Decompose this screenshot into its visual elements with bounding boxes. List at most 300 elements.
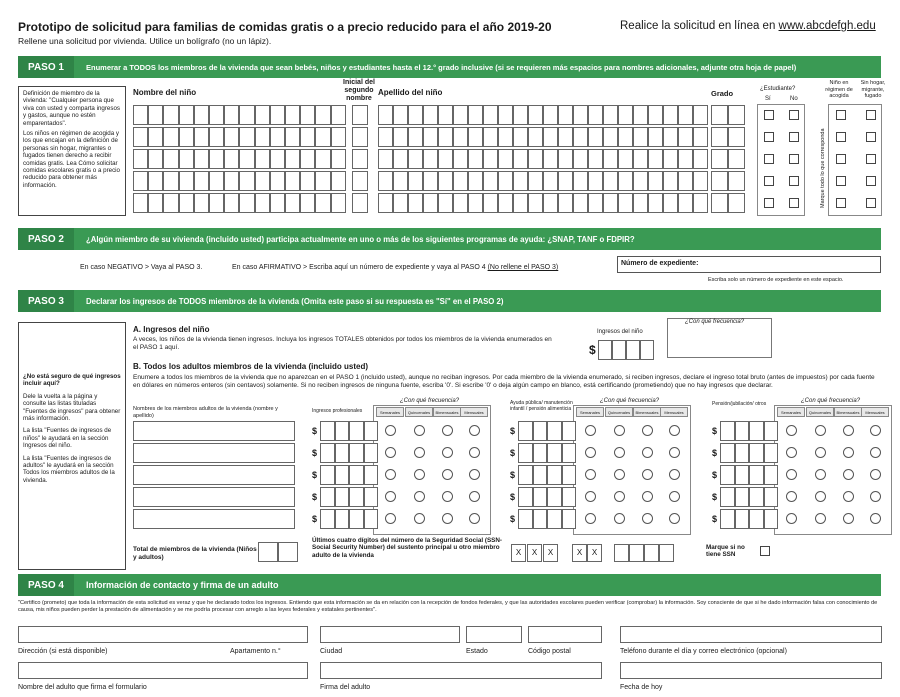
pension-income-digit-box[interactable] — [735, 465, 750, 485]
first-name-char-box[interactable] — [315, 193, 330, 213]
first-name-char-box[interactable] — [239, 193, 254, 213]
last-name-char-box[interactable] — [393, 149, 408, 169]
pension-income-digit-box[interactable] — [735, 421, 750, 441]
last-name-char-box[interactable] — [483, 149, 498, 169]
last-name-char-box[interactable] — [603, 193, 618, 213]
first-name-char-box[interactable] — [133, 193, 148, 213]
pension-freq-radio[interactable] — [843, 469, 854, 480]
work-income-digit-box[interactable] — [349, 487, 364, 507]
last-name-char-box[interactable] — [483, 127, 498, 147]
first-name-char-box[interactable] — [163, 193, 178, 213]
last-name-char-box[interactable] — [543, 171, 558, 191]
grade-box[interactable] — [728, 105, 745, 125]
last-name-char-box[interactable] — [453, 105, 468, 125]
last-name-char-box[interactable] — [468, 149, 483, 169]
assistance-freq-radio[interactable] — [614, 425, 625, 436]
last-name-char-box[interactable] — [558, 171, 573, 191]
first-name-char-box[interactable] — [209, 193, 224, 213]
last-name-char-box[interactable] — [678, 171, 693, 191]
assistance-freq-radio[interactable] — [669, 447, 680, 458]
work-income-digit-box[interactable] — [335, 443, 350, 463]
case-number-field[interactable] — [617, 256, 881, 273]
pension-freq-radio[interactable] — [815, 447, 826, 458]
first-name-char-box[interactable] — [331, 149, 346, 169]
work-income-digit-box[interactable] — [349, 509, 364, 529]
first-name-char-box[interactable] — [270, 171, 285, 191]
work-freq-radio[interactable] — [469, 469, 480, 480]
first-name-char-box[interactable] — [331, 127, 346, 147]
last-name-char-box[interactable] — [513, 171, 528, 191]
first-name-char-box[interactable] — [209, 149, 224, 169]
last-name-char-box[interactable] — [558, 127, 573, 147]
pension-freq-radio[interactable] — [870, 469, 881, 480]
last-name-char-box[interactable] — [663, 193, 678, 213]
first-name-char-box[interactable] — [255, 149, 270, 169]
pension-freq-radio[interactable] — [815, 491, 826, 502]
adult-name-field[interactable] — [133, 509, 295, 529]
last-name-char-box[interactable] — [543, 127, 558, 147]
last-name-char-box[interactable] — [378, 193, 393, 213]
first-name-char-box[interactable] — [239, 105, 254, 125]
child-income-digit-box[interactable] — [612, 340, 626, 360]
work-income-digit-box[interactable] — [320, 487, 335, 507]
last-name-char-box[interactable] — [573, 149, 588, 169]
work-freq-radio[interactable] — [385, 513, 396, 524]
last-name-char-box[interactable] — [543, 193, 558, 213]
last-name-char-box[interactable] — [498, 193, 513, 213]
grade-box[interactable] — [728, 127, 745, 147]
zip-field[interactable] — [528, 626, 602, 643]
assistance-freq-radio[interactable] — [585, 425, 596, 436]
date-field[interactable] — [620, 662, 882, 679]
assistance-freq-radio[interactable] — [669, 491, 680, 502]
middle-initial-box[interactable] — [352, 127, 368, 147]
last-name-char-box[interactable] — [423, 171, 438, 191]
work-income-digit-box[interactable] — [364, 487, 379, 507]
last-name-char-box[interactable] — [513, 105, 528, 125]
first-name-char-box[interactable] — [255, 105, 270, 125]
assistance-freq-radio[interactable] — [614, 513, 625, 524]
last-name-char-box[interactable] — [378, 171, 393, 191]
assistance-income-digit-box[interactable] — [547, 509, 562, 529]
pension-income-digit-box[interactable] — [764, 509, 779, 529]
first-name-char-box[interactable] — [239, 171, 254, 191]
grade-box[interactable] — [711, 149, 728, 169]
last-name-char-box[interactable] — [468, 127, 483, 147]
work-freq-radio[interactable] — [414, 425, 425, 436]
last-name-char-box[interactable] — [693, 171, 708, 191]
ssn-digit-box[interactable] — [659, 544, 674, 562]
assistance-income-digit-box[interactable] — [518, 421, 533, 441]
pension-freq-radio[interactable] — [815, 469, 826, 480]
assistance-income-digit-box[interactable] — [518, 509, 533, 529]
work-income-digit-box[interactable] — [320, 421, 335, 441]
work-freq-radio[interactable] — [414, 469, 425, 480]
last-name-char-box[interactable] — [588, 193, 603, 213]
first-name-char-box[interactable] — [209, 127, 224, 147]
first-name-char-box[interactable] — [163, 127, 178, 147]
pension-income-digit-box[interactable] — [720, 443, 735, 463]
last-name-char-box[interactable] — [528, 193, 543, 213]
pension-income-digit-box[interactable] — [764, 421, 779, 441]
assistance-freq-radio[interactable] — [669, 469, 680, 480]
first-name-char-box[interactable] — [224, 171, 239, 191]
first-name-char-box[interactable] — [133, 149, 148, 169]
signature-field[interactable] — [320, 662, 602, 679]
last-name-char-box[interactable] — [573, 193, 588, 213]
last-name-char-box[interactable] — [648, 193, 663, 213]
first-name-char-box[interactable] — [255, 171, 270, 191]
assistance-income-digit-box[interactable] — [518, 443, 533, 463]
total-members-box-1[interactable] — [258, 542, 278, 562]
last-name-char-box[interactable] — [618, 127, 633, 147]
last-name-char-box[interactable] — [603, 105, 618, 125]
work-income-digit-box[interactable] — [364, 509, 379, 529]
last-name-char-box[interactable] — [693, 127, 708, 147]
work-freq-radio[interactable] — [469, 491, 480, 502]
work-freq-radio[interactable] — [442, 469, 453, 480]
pension-income-digit-box[interactable] — [720, 509, 735, 529]
last-name-char-box[interactable] — [678, 127, 693, 147]
middle-initial-box[interactable] — [352, 149, 368, 169]
pension-income-digit-box[interactable] — [764, 465, 779, 485]
first-name-char-box[interactable] — [133, 127, 148, 147]
work-freq-radio[interactable] — [414, 447, 425, 458]
state-field[interactable] — [466, 626, 522, 643]
last-name-char-box[interactable] — [678, 105, 693, 125]
pension-income-digit-box[interactable] — [720, 421, 735, 441]
last-name-char-box[interactable] — [393, 105, 408, 125]
work-income-digit-box[interactable] — [335, 487, 350, 507]
first-name-char-box[interactable] — [239, 149, 254, 169]
work-freq-radio[interactable] — [469, 447, 480, 458]
grade-box[interactable] — [711, 193, 728, 213]
first-name-char-box[interactable] — [300, 149, 315, 169]
first-name-char-box[interactable] — [209, 171, 224, 191]
first-name-char-box[interactable] — [194, 127, 209, 147]
last-name-char-box[interactable] — [513, 127, 528, 147]
last-name-char-box[interactable] — [633, 193, 648, 213]
first-name-char-box[interactable] — [163, 105, 178, 125]
grade-box[interactable] — [728, 149, 745, 169]
last-name-char-box[interactable] — [618, 171, 633, 191]
last-name-char-box[interactable] — [633, 105, 648, 125]
last-name-char-box[interactable] — [618, 193, 633, 213]
assistance-income-digit-box[interactable] — [547, 487, 562, 507]
first-name-char-box[interactable] — [285, 171, 300, 191]
pension-freq-radio[interactable] — [870, 425, 881, 436]
assistance-income-digit-box[interactable] — [533, 465, 548, 485]
first-name-char-box[interactable] — [300, 105, 315, 125]
pension-freq-radio[interactable] — [843, 447, 854, 458]
pension-income-digit-box[interactable] — [720, 487, 735, 507]
adult-name-field[interactable] — [133, 443, 295, 463]
last-name-char-box[interactable] — [618, 105, 633, 125]
pension-income-digit-box[interactable] — [735, 509, 750, 529]
assistance-income-digit-box[interactable] — [547, 465, 562, 485]
adult-name-field[interactable] — [18, 662, 308, 679]
first-name-char-box[interactable] — [179, 127, 194, 147]
assistance-freq-radio[interactable] — [642, 425, 653, 436]
first-name-char-box[interactable] — [194, 105, 209, 125]
pension-income-digit-box[interactable] — [735, 443, 750, 463]
last-name-char-box[interactable] — [543, 149, 558, 169]
work-freq-radio[interactable] — [442, 447, 453, 458]
last-name-char-box[interactable] — [468, 193, 483, 213]
last-name-char-box[interactable] — [453, 193, 468, 213]
assistance-income-digit-box[interactable] — [562, 465, 577, 485]
ssn-digit-box[interactable] — [644, 544, 659, 562]
work-freq-radio[interactable] — [442, 491, 453, 502]
grade-box[interactable] — [711, 127, 728, 147]
last-name-char-box[interactable] — [498, 105, 513, 125]
last-name-char-box[interactable] — [633, 171, 648, 191]
work-freq-radio[interactable] — [414, 513, 425, 524]
middle-initial-box[interactable] — [352, 105, 368, 125]
assistance-freq-radio[interactable] — [642, 469, 653, 480]
first-name-char-box[interactable] — [148, 127, 163, 147]
grade-box[interactable] — [728, 171, 745, 191]
grade-box[interactable] — [728, 193, 745, 213]
ssn-digit-box[interactable] — [614, 544, 629, 562]
work-income-digit-box[interactable] — [349, 465, 364, 485]
grade-box[interactable] — [711, 105, 728, 125]
work-freq-radio[interactable] — [442, 425, 453, 436]
last-name-char-box[interactable] — [408, 127, 423, 147]
last-name-char-box[interactable] — [378, 149, 393, 169]
first-name-char-box[interactable] — [255, 127, 270, 147]
last-name-char-box[interactable] — [573, 127, 588, 147]
first-name-char-box[interactable] — [194, 171, 209, 191]
first-name-char-box[interactable] — [315, 171, 330, 191]
last-name-char-box[interactable] — [648, 105, 663, 125]
work-freq-radio[interactable] — [385, 491, 396, 502]
first-name-char-box[interactable] — [285, 105, 300, 125]
last-name-char-box[interactable] — [588, 171, 603, 191]
assistance-income-digit-box[interactable] — [547, 421, 562, 441]
first-name-char-box[interactable] — [285, 149, 300, 169]
work-income-digit-box[interactable] — [349, 421, 364, 441]
work-freq-radio[interactable] — [442, 513, 453, 524]
last-name-char-box[interactable] — [693, 149, 708, 169]
work-income-digit-box[interactable] — [335, 421, 350, 441]
assistance-freq-radio[interactable] — [614, 491, 625, 502]
last-name-char-box[interactable] — [453, 127, 468, 147]
last-name-char-box[interactable] — [378, 105, 393, 125]
last-name-char-box[interactable] — [498, 127, 513, 147]
last-name-char-box[interactable] — [453, 149, 468, 169]
first-name-char-box[interactable] — [194, 193, 209, 213]
last-name-char-box[interactable] — [528, 105, 543, 125]
first-name-char-box[interactable] — [133, 171, 148, 191]
assistance-freq-radio[interactable] — [585, 513, 596, 524]
last-name-char-box[interactable] — [678, 193, 693, 213]
pension-income-digit-box[interactable] — [749, 421, 764, 441]
pension-freq-radio[interactable] — [870, 447, 881, 458]
last-name-char-box[interactable] — [498, 149, 513, 169]
pension-income-digit-box[interactable] — [764, 443, 779, 463]
first-name-char-box[interactable] — [270, 193, 285, 213]
total-members-box-2[interactable] — [278, 542, 298, 562]
last-name-char-box[interactable] — [438, 149, 453, 169]
last-name-char-box[interactable] — [663, 149, 678, 169]
assistance-freq-radio[interactable] — [614, 469, 625, 480]
last-name-char-box[interactable] — [393, 171, 408, 191]
pension-income-digit-box[interactable] — [749, 443, 764, 463]
last-name-char-box[interactable] — [438, 127, 453, 147]
last-name-char-box[interactable] — [558, 105, 573, 125]
last-name-char-box[interactable] — [438, 171, 453, 191]
phone-field[interactable] — [620, 626, 882, 643]
last-name-char-box[interactable] — [468, 105, 483, 125]
last-name-char-box[interactable] — [483, 105, 498, 125]
child-income-digit-box[interactable] — [626, 340, 640, 360]
last-name-char-box[interactable] — [573, 171, 588, 191]
last-name-char-box[interactable] — [663, 171, 678, 191]
assistance-income-digit-box[interactable] — [562, 421, 577, 441]
last-name-char-box[interactable] — [603, 171, 618, 191]
first-name-char-box[interactable] — [148, 149, 163, 169]
last-name-char-box[interactable] — [423, 105, 438, 125]
last-name-char-box[interactable] — [528, 127, 543, 147]
last-name-char-box[interactable] — [378, 127, 393, 147]
last-name-char-box[interactable] — [558, 193, 573, 213]
first-name-char-box[interactable] — [300, 127, 315, 147]
pension-income-digit-box[interactable] — [735, 487, 750, 507]
first-name-char-box[interactable] — [148, 193, 163, 213]
first-name-char-box[interactable] — [179, 149, 194, 169]
first-name-char-box[interactable] — [179, 105, 194, 125]
first-name-char-box[interactable] — [285, 127, 300, 147]
pension-freq-radio[interactable] — [815, 513, 826, 524]
pension-freq-radio[interactable] — [870, 491, 881, 502]
last-name-char-box[interactable] — [408, 171, 423, 191]
pension-income-digit-box[interactable] — [749, 465, 764, 485]
last-name-char-box[interactable] — [558, 149, 573, 169]
assistance-income-digit-box[interactable] — [547, 443, 562, 463]
city-field[interactable] — [320, 626, 460, 643]
last-name-char-box[interactable] — [528, 171, 543, 191]
assistance-freq-radio[interactable] — [585, 469, 596, 480]
first-name-char-box[interactable] — [270, 105, 285, 125]
assistance-freq-radio[interactable] — [614, 447, 625, 458]
first-name-char-box[interactable] — [315, 105, 330, 125]
first-name-char-box[interactable] — [239, 127, 254, 147]
pension-freq-radio[interactable] — [843, 425, 854, 436]
first-name-char-box[interactable] — [300, 171, 315, 191]
first-name-char-box[interactable] — [331, 105, 346, 125]
last-name-char-box[interactable] — [588, 127, 603, 147]
pension-freq-radio[interactable] — [843, 513, 854, 524]
first-name-char-box[interactable] — [224, 193, 239, 213]
work-income-digit-box[interactable] — [364, 443, 379, 463]
last-name-char-box[interactable] — [648, 127, 663, 147]
assistance-freq-radio[interactable] — [642, 513, 653, 524]
work-income-digit-box[interactable] — [335, 465, 350, 485]
first-name-char-box[interactable] — [270, 149, 285, 169]
pension-income-digit-box[interactable] — [749, 487, 764, 507]
pension-freq-radio[interactable] — [786, 513, 797, 524]
last-name-char-box[interactable] — [603, 127, 618, 147]
work-freq-radio[interactable] — [469, 513, 480, 524]
first-name-char-box[interactable] — [315, 127, 330, 147]
last-name-char-box[interactable] — [588, 149, 603, 169]
first-name-char-box[interactable] — [331, 193, 346, 213]
assistance-income-digit-box[interactable] — [533, 443, 548, 463]
last-name-char-box[interactable] — [543, 105, 558, 125]
last-name-char-box[interactable] — [438, 193, 453, 213]
no-ssn-checkbox[interactable] — [760, 546, 770, 556]
first-name-char-box[interactable] — [163, 149, 178, 169]
last-name-char-box[interactable] — [483, 171, 498, 191]
work-income-digit-box[interactable] — [320, 465, 335, 485]
assistance-income-digit-box[interactable] — [518, 465, 533, 485]
middle-initial-box[interactable] — [352, 193, 368, 213]
assistance-income-digit-box[interactable] — [533, 421, 548, 441]
first-name-char-box[interactable] — [300, 193, 315, 213]
middle-initial-box[interactable] — [352, 171, 368, 191]
last-name-char-box[interactable] — [423, 127, 438, 147]
assistance-income-digit-box[interactable] — [533, 509, 548, 529]
last-name-char-box[interactable] — [678, 149, 693, 169]
work-freq-radio[interactable] — [414, 491, 425, 502]
last-name-char-box[interactable] — [453, 171, 468, 191]
pension-freq-radio[interactable] — [786, 447, 797, 458]
last-name-char-box[interactable] — [513, 149, 528, 169]
work-income-digit-box[interactable] — [349, 443, 364, 463]
assistance-freq-radio[interactable] — [585, 491, 596, 502]
work-income-digit-box[interactable] — [364, 465, 379, 485]
first-name-char-box[interactable] — [163, 171, 178, 191]
pension-freq-radio[interactable] — [815, 425, 826, 436]
last-name-char-box[interactable] — [408, 149, 423, 169]
first-name-char-box[interactable] — [179, 193, 194, 213]
address-field[interactable] — [18, 626, 308, 643]
assistance-income-digit-box[interactable] — [562, 509, 577, 529]
last-name-char-box[interactable] — [588, 105, 603, 125]
last-name-char-box[interactable] — [663, 127, 678, 147]
last-name-char-box[interactable] — [438, 105, 453, 125]
first-name-char-box[interactable] — [133, 105, 148, 125]
last-name-char-box[interactable] — [423, 149, 438, 169]
child-income-digit-box[interactable] — [598, 340, 612, 360]
pension-freq-radio[interactable] — [786, 491, 797, 502]
online-link[interactable]: www.abcdefgh.edu — [778, 20, 876, 32]
work-income-digit-box[interactable] — [364, 421, 379, 441]
work-income-digit-box[interactable] — [320, 443, 335, 463]
pension-freq-radio[interactable] — [843, 491, 854, 502]
first-name-char-box[interactable] — [179, 171, 194, 191]
assistance-income-digit-box[interactable] — [533, 487, 548, 507]
adult-name-field[interactable] — [133, 487, 295, 507]
pension-freq-radio[interactable] — [786, 425, 797, 436]
work-freq-radio[interactable] — [385, 469, 396, 480]
assistance-freq-radio[interactable] — [642, 447, 653, 458]
first-name-char-box[interactable] — [194, 149, 209, 169]
assistance-freq-radio[interactable] — [669, 425, 680, 436]
work-income-digit-box[interactable] — [320, 509, 335, 529]
assistance-freq-radio[interactable] — [669, 513, 680, 524]
last-name-char-box[interactable] — [513, 193, 528, 213]
first-name-char-box[interactable] — [270, 127, 285, 147]
last-name-char-box[interactable] — [483, 193, 498, 213]
first-name-char-box[interactable] — [255, 193, 270, 213]
first-name-char-box[interactable] — [224, 127, 239, 147]
pension-freq-radio[interactable] — [870, 513, 881, 524]
last-name-char-box[interactable] — [618, 149, 633, 169]
adult-name-field[interactable] — [133, 421, 295, 441]
first-name-char-box[interactable] — [331, 171, 346, 191]
